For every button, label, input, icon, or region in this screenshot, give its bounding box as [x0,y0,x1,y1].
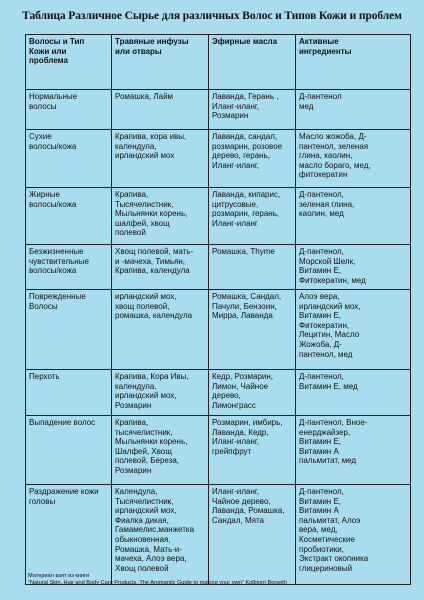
cell-oils: Иланг-иланг, Чайное дерево, Лаванда, Ромашка, Сандал, Мята [209,485,296,585]
table-row [26,245,411,290]
cell-actives: Д-пантенол, Вноe- енерджайзер, Витамин Е, Витамин А пальмитат, мед [296,416,411,485]
cell-type: Перхоть [26,370,112,416]
cell-type: Сухие волосы/кожа [26,130,112,188]
cell-oils: Лаванда, сандал, розмарин, розовое дерево, герань, Иланг-иланг, [209,130,296,188]
cell-oils: Лаванда, Герань , Иланг-иланг, Розмарин [209,90,296,130]
cell-oils: Лаванда, кипарис, цитрусовые, розмарин, герань, Иланг-иланг [209,188,296,245]
cell-infusions: Хвощ полевой, мать- и -мачеха, Тимьян, Крапива, календула [112,245,209,290]
source-citation [28,573,418,587]
cell-infusions: Календула, Тысячелистник, ирландский мох, Фиалка дикая, Гамамелис,манжетка обыкновенная, Ромашка, Мать-и- мачеха, Алоэ вера, Хвощ полевой [112,485,209,585]
citation-line-2: "Natural Skin, Hair and Body Care Products, The Aromantic Guide to making your own" Kolbjorn Borseth [28,580,287,586]
cell-type: Поврежденные Волосы [26,290,112,370]
header-herbal-infusions: Травяные инфузы или отвары [112,35,209,90]
cell-type: Жирные волосы/кожа [26,188,112,245]
cell-actives: Алоэ вера, ирландский мох, Витамин Е, Фитокератин, Лецитин, Масло Жожоба, Д- пантенол, мед [296,290,411,370]
table-row [26,485,411,585]
cell-oils: Ромашка, Thyme [209,245,296,290]
cell-type: Безжизненные чувствительные волосы/кожа [26,245,112,290]
cell-type: Выпадение волос [26,416,112,485]
table-row [26,416,411,485]
table-header-row [26,35,411,90]
cell-actives: Д-пантенол, Витамин Е, Витамин А пальмитат, Алоэ вера, мед, Косметические пробиотики, Экстракт окопника глицериновый [296,485,411,585]
table-row [26,130,411,188]
table-row [26,290,411,370]
table-row [26,90,411,130]
citation-line-1: Материал взят из книги [28,573,90,579]
header-hair-skin-type: Волосы и Тип Кожи или проблема [26,35,112,90]
cell-infusions: Крапива, кора ивы, календула, ирландский мох [112,130,209,188]
cell-oils: Кедр, Розмарин, Лимон, Чайное дерево, Лимонграсс [209,370,296,416]
cell-infusions: Крапива, Кора Ивы, календула. ирландский мох, Розмарин [112,370,209,416]
table-row [26,370,411,416]
cell-actives: Масло жожоба, Д- пантенол, зеленая глина, каолин, масло бораго, мед, фитокератин [296,130,411,188]
cell-actives: Д-пантенол, Морской Шелк, Витамин Е, Фитокератин, мед [296,245,411,290]
cell-infusions: ирландский мох, хвощ полевой, ромашка, календула [112,290,209,370]
table-row [26,188,411,245]
cell-infusions: Крапива, тысячелистник, Мыльнянки корень, Шалфей, Хвощ полевой, Береза, Розмарин [112,416,209,485]
cell-actives: Д-пантенол мед [296,90,411,130]
cell-infusions: Крапива, Тысячелистник, Мыльнянки корень, шалфей, хвощ полевой [112,188,209,245]
page-title: Таблица Различное Сырье для различных Волос и Типов Кожи и проблем [22,10,402,22]
cell-actives: Д-пантенол, Витамин Е, мед [296,370,411,416]
header-active-ingredients: Активные ингредиенты [296,35,411,90]
cell-oils: Розмарин, имбирь, Лаванда, Кедр, Иланг-иланг, грейпфрут [209,416,296,485]
cell-type: Раздражение кожи головы [26,485,112,585]
ingredients-table [25,34,411,585]
cell-type: Нормальные волосы [26,90,112,130]
cell-oils: Ромашка, Сандал, Пачули, Бензоин, Мирра, Лаванда [209,290,296,370]
cell-actives: Д-пантенол, зеленая глина, каолин, мед [296,188,411,245]
header-essential-oils: Эфирные масла [209,35,296,90]
cell-infusions: Ромашка, Лайм [112,90,209,130]
